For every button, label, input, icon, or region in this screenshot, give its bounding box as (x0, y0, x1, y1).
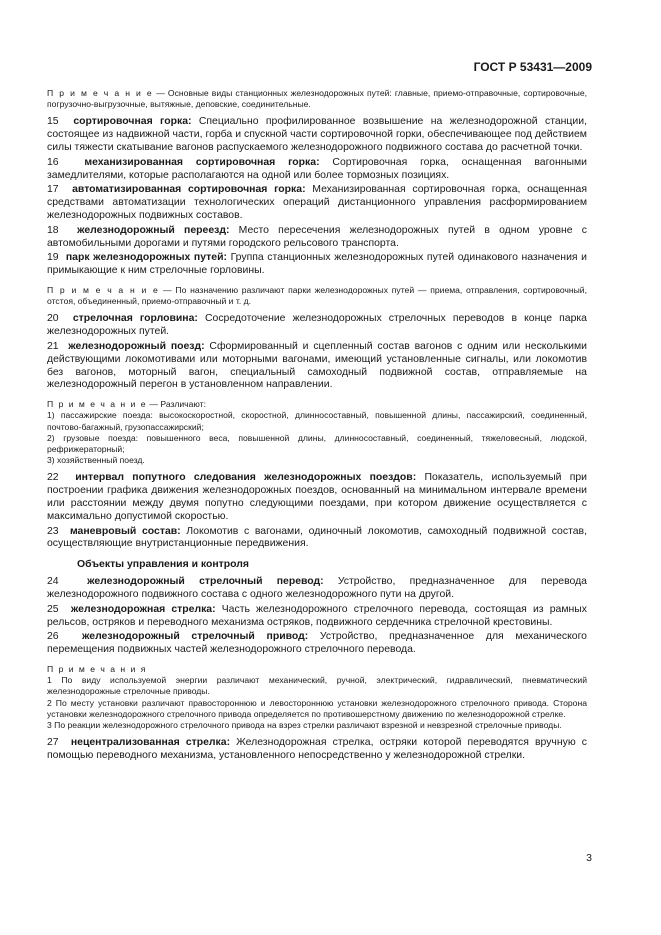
term-entry (47, 472, 587, 523)
term-name: маневровый состав: (69, 525, 181, 537)
note-item: 3) хозяйственный поезд. (47, 455, 145, 466)
term-definition: Локомотив с вагонами, одиночный локомотив, самоходный подвижной состав, осуществляющие внутристанционные передвижения. (47, 525, 587, 550)
term-entry (47, 225, 587, 251)
note-train-types (47, 399, 587, 466)
term-definition: Сосредоточение железнодорожных стрелочных переводов в конце парка железнодорожных путей. (47, 313, 587, 338)
note-label: П р и м е ч а н и е (47, 88, 154, 98)
term-name: парк железнодорожных путей: (65, 252, 227, 264)
term-number: 23 (47, 525, 59, 537)
term-number: 19 (47, 252, 59, 264)
term-definition: Механизированная сортировочная горка, оснащенная средствами автоматизации технологических операций дистанционного управления расформированием железнодорожных подвижных составов. (47, 184, 587, 221)
terms-group-b (47, 313, 587, 392)
term-name: железнодорожный стрелочный перевод: (87, 576, 324, 588)
term-entry (47, 341, 587, 392)
term-number: 21 (47, 340, 59, 352)
term-name: железнодорожный стрелочный привод: (82, 631, 309, 643)
term-definition: Место пересечения железнодорожных путей в одном уровне с автомобильными дорогами и путями городского рельсового транспорта. (47, 224, 587, 249)
note-text: — Основные виды станционных железнодорожных путей: главные, приемо-отправочные, сортировочные, погрузочно-выгрузочные, вытяжные, деповские, соединительные. (47, 88, 588, 110)
note-item: 2 По месту установки различают правостороннюю и левостороннюю установки железнодорожного стрелочного привода. Сторона установки железнодорожного стрелочного привода определяется по противошерстному движению по железнодорожной стрелке. (47, 697, 587, 719)
note-switch-drives (47, 664, 587, 731)
term-number: 22 (47, 472, 59, 484)
term-name: интервал попутного следования железнодорожных поездов: (75, 472, 417, 484)
term-definition: Показатель, используемый при построении графика движения железнодорожных поездов, основанный на минимальном интервале времени или расстоянии между двумя попутно следующими поездами, при котором движение осуществляется с максимально допустимой скоростью. (47, 472, 587, 522)
term-name: железнодорожный поезд: (68, 340, 205, 352)
term-entry (47, 576, 587, 602)
term-entry (47, 313, 587, 339)
term-entry (47, 252, 587, 278)
term-entry (47, 737, 587, 763)
term-entry (47, 604, 587, 630)
term-number: 16 (47, 156, 59, 168)
term-name: железнодорожная стрелка: (70, 603, 216, 615)
term-entry (47, 526, 587, 552)
note-text: — Различают: (147, 399, 207, 410)
note-text: — По назначению различают парки железнодорожных путей — приема, отправления, сортировочный, отстоя, объединенный, приемо-отправочный и т. д. (47, 284, 587, 307)
term-definition: Железнодорожная стрелка, остряки которой переводятся вручную с помощью переводного механизма, установленного непосредственно у железнодорожной стрелки. (47, 737, 587, 761)
page-header: ГОСТ Р 53431—2009 (473, 60, 592, 74)
term-number: 20 (47, 313, 59, 325)
term-name: железнодорожный переезд: (77, 224, 230, 236)
term-number: 18 (47, 224, 59, 236)
term-definition: Сформированный и сцепленный состав вагонов с одним или несколькими действующими локомотивами или моторными вагонами, имеющий установленные сигналы, или локомотив без вагонов, моторный вагон, специальный самоходный подвижной состав, отправляемые на железнодорожный перегон в установленном направлении. (47, 340, 587, 391)
term-number: 17 (47, 184, 59, 196)
note-track-parks (47, 285, 587, 307)
term-entry (47, 116, 587, 154)
term-entry (47, 631, 587, 657)
note-item: 1 По виду используемой энергии различают механический, ручной, электрический, гидравлический, пневматический железнодорожные стрелочные приводы. (47, 675, 587, 697)
term-entry (47, 157, 587, 183)
term-name: механизированная сортировочная горка: (84, 156, 320, 168)
terms-group-a (47, 116, 587, 278)
note-label: П р и м е ч а н и я (47, 663, 147, 674)
term-name: сортировочная горка: (73, 116, 192, 128)
note-label: П р и м е ч а н и е (47, 284, 160, 295)
note-label: П р и м е ч а н и е (47, 399, 148, 410)
note-item: 1) пассажирские поезда: высокоскоростной, скоростной, длинносоставный, повышенной длины, пассажирский, соединенный, почтово-багажный, грузопассажирский; (47, 410, 587, 432)
terms-group-c (47, 472, 587, 551)
document-body (47, 88, 587, 765)
term-number: 26 (47, 631, 59, 643)
term-number: 27 (47, 737, 59, 749)
terms-group-d (47, 576, 587, 657)
term-number: 24 (47, 576, 59, 588)
term-number: 15 (47, 116, 59, 128)
term-definition: Часть железнодорожного стрелочного перевода, состоящая из рамных рельсов, остряков и переводного механизма остряков, подвижного сердечника стрелочной крестовины. (47, 603, 587, 628)
term-name: автоматизированная сортировочная горка: (72, 184, 306, 196)
term-definition: Специально профилированное возвышение на железнодорожной станции, состоящее из надвижной части, горба и спускной части сортировочной горки, обеспечивающее под действием силы тяжести скатывание вагонов распускаемого железнодорожного подвижного состава до расчетной точки. (47, 116, 587, 153)
page-number: 3 (586, 852, 592, 864)
section-title: Объекты управления и контроля (77, 559, 249, 571)
term-name: нецентрализованная стрелка: (70, 737, 231, 749)
term-definition: Устройство, предназначенное для перевода железнодорожного подвижного состава с одного железнодорожного пути на другой. (47, 576, 587, 600)
term-definition: Устройство, предназначенное для механического перемещения подвижных частей железнодорожного стрелочного перевода. (47, 631, 587, 656)
note-item: 3 По реакции железнодорожного стрелочного привода на взрез стрелки различают взрезной и невзрезной стрелочные приводы. (47, 719, 562, 730)
term-definition: Группа станционных железнодорожных путей одинакового назначения и примыкающие к ним стрелочные горловины. (47, 252, 587, 277)
term-name: стрелочная горловина: (72, 313, 198, 325)
note-station-tracks (47, 88, 587, 110)
terms-group-e (47, 737, 587, 763)
note-item: 2) грузовые поезда: повышенного веса, повышенной длины, длинносоставный, соединенный, тяжеловесный, людской, рефрижераторный; (47, 432, 587, 454)
term-definition: Сортировочная горка, оснащенная вагонными замедлителями, которые располагаются на одной или более тормозных позициях. (47, 156, 587, 181)
term-entry (47, 184, 587, 222)
term-number: 25 (47, 603, 59, 615)
